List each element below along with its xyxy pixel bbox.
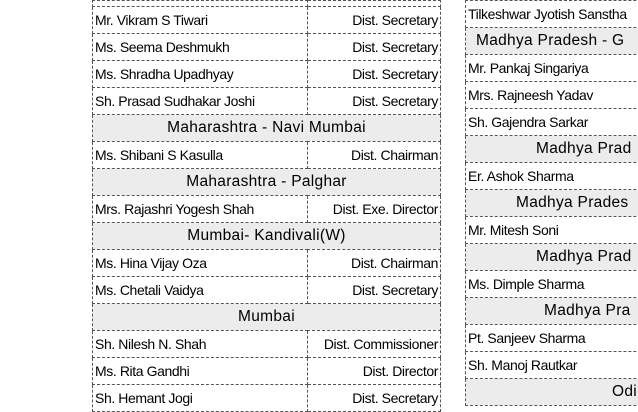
- member-role: Dist. Chairman: [308, 250, 441, 277]
- member-name: Sh. Gajendra Sarkar: [466, 109, 638, 136]
- region-heading-row: [466, 244, 638, 271]
- member-row: [466, 217, 638, 244]
- region-heading-row: [466, 379, 638, 406]
- region-heading: Madhya Prad: [466, 244, 638, 271]
- member-row: [466, 1, 638, 28]
- member-role: Dist. Director: [308, 358, 441, 385]
- region-heading: Mumbai: [93, 304, 441, 331]
- member-role: Dist. Secretary: [308, 7, 441, 34]
- region-heading: Odi: [466, 379, 638, 406]
- region-heading: Madhya Prades: [466, 190, 638, 217]
- member-role: Dist. Chairman: [308, 142, 441, 169]
- member-row: [93, 88, 441, 115]
- member-row: [93, 358, 441, 385]
- member-row: [93, 7, 441, 34]
- region-heading-row: [466, 28, 638, 55]
- member-role: Dist. Commissioner: [308, 331, 441, 358]
- member-name: Ms. Dimple Sharma: [466, 271, 638, 298]
- member-name: Mr. Vikram S Tiwari: [93, 7, 308, 34]
- member-role: Dist. Exe. Director: [308, 196, 441, 223]
- member-role: Dist. Secretary: [308, 34, 441, 61]
- member-name: Mr. Mitesh Soni: [466, 217, 638, 244]
- region-heading-row: [466, 190, 638, 217]
- member-name: Er. Ashok Sharma: [466, 163, 638, 190]
- member-row: [93, 277, 441, 304]
- member-row: [466, 109, 638, 136]
- member-name: Ms. Shradha Upadhyay: [93, 61, 308, 88]
- member-role: Dist. Secretary: [308, 385, 441, 412]
- member-name: Mr. Pankaj Singariya: [466, 55, 638, 82]
- member-role: Dist. Secretary: [308, 88, 441, 115]
- member-name: Sh. Manoj Rautkar: [466, 352, 638, 379]
- member-row: [93, 142, 441, 169]
- member-name: Sh. Prasad Sudhakar Joshi: [93, 88, 308, 115]
- region-heading-row: [93, 223, 441, 250]
- region-heading-row: [466, 298, 638, 325]
- region-heading-row: [466, 136, 638, 163]
- region-heading: Madhya Pra: [466, 298, 638, 325]
- member-name: Ms. Seema Deshmukh: [93, 34, 308, 61]
- member-row: [466, 163, 638, 190]
- member-row: [93, 196, 441, 223]
- member-row: [466, 82, 638, 109]
- member-name: Ms. Chetali Vaidya: [93, 277, 308, 304]
- right-member-table: [465, 0, 638, 406]
- region-heading: Madhya Prad: [466, 136, 638, 163]
- member-name: Ms. Rita Gandhi: [93, 358, 308, 385]
- member-role: Dist. Secretary: [308, 61, 441, 88]
- member-row: [466, 352, 638, 379]
- member-row: [466, 55, 638, 82]
- left-member-table: [92, 0, 441, 412]
- member-name: Tilkeshwar Jyotish Sanstha: [466, 1, 638, 28]
- member-role: Dist. Secretary: [308, 277, 441, 304]
- member-name: Ms. Shibani S Kasulla: [93, 142, 308, 169]
- region-heading: Mumbai- Kandivali(W): [93, 223, 441, 250]
- member-name: Ms. Hina Vijay Oza: [93, 250, 308, 277]
- region-heading-row: [93, 304, 441, 331]
- member-name: Sh. Nilesh N. Shah: [93, 331, 308, 358]
- member-name: Sh. Hemant Jogi: [93, 385, 308, 412]
- member-row: [93, 250, 441, 277]
- right-table-body: [466, 1, 638, 406]
- member-row: [93, 34, 441, 61]
- left-table-body: [93, 1, 441, 412]
- member-row: [93, 331, 441, 358]
- member-name: Mrs. Rajneesh Yadav: [466, 82, 638, 109]
- region-heading: Madhya Pradesh - G: [466, 28, 638, 55]
- region-heading-row: [93, 115, 441, 142]
- member-row: [93, 61, 441, 88]
- member-name: Mrs. Rajashri Yogesh Shah: [93, 196, 308, 223]
- member-row: [466, 271, 638, 298]
- region-heading-row: [93, 169, 441, 196]
- member-name: Pt. Sanjeev Sharma: [466, 325, 638, 352]
- region-heading: Maharashtra - Palghar: [93, 169, 441, 196]
- region-heading: Maharashtra - Navi Mumbai: [93, 115, 441, 142]
- member-row: [466, 325, 638, 352]
- member-row: [93, 385, 441, 412]
